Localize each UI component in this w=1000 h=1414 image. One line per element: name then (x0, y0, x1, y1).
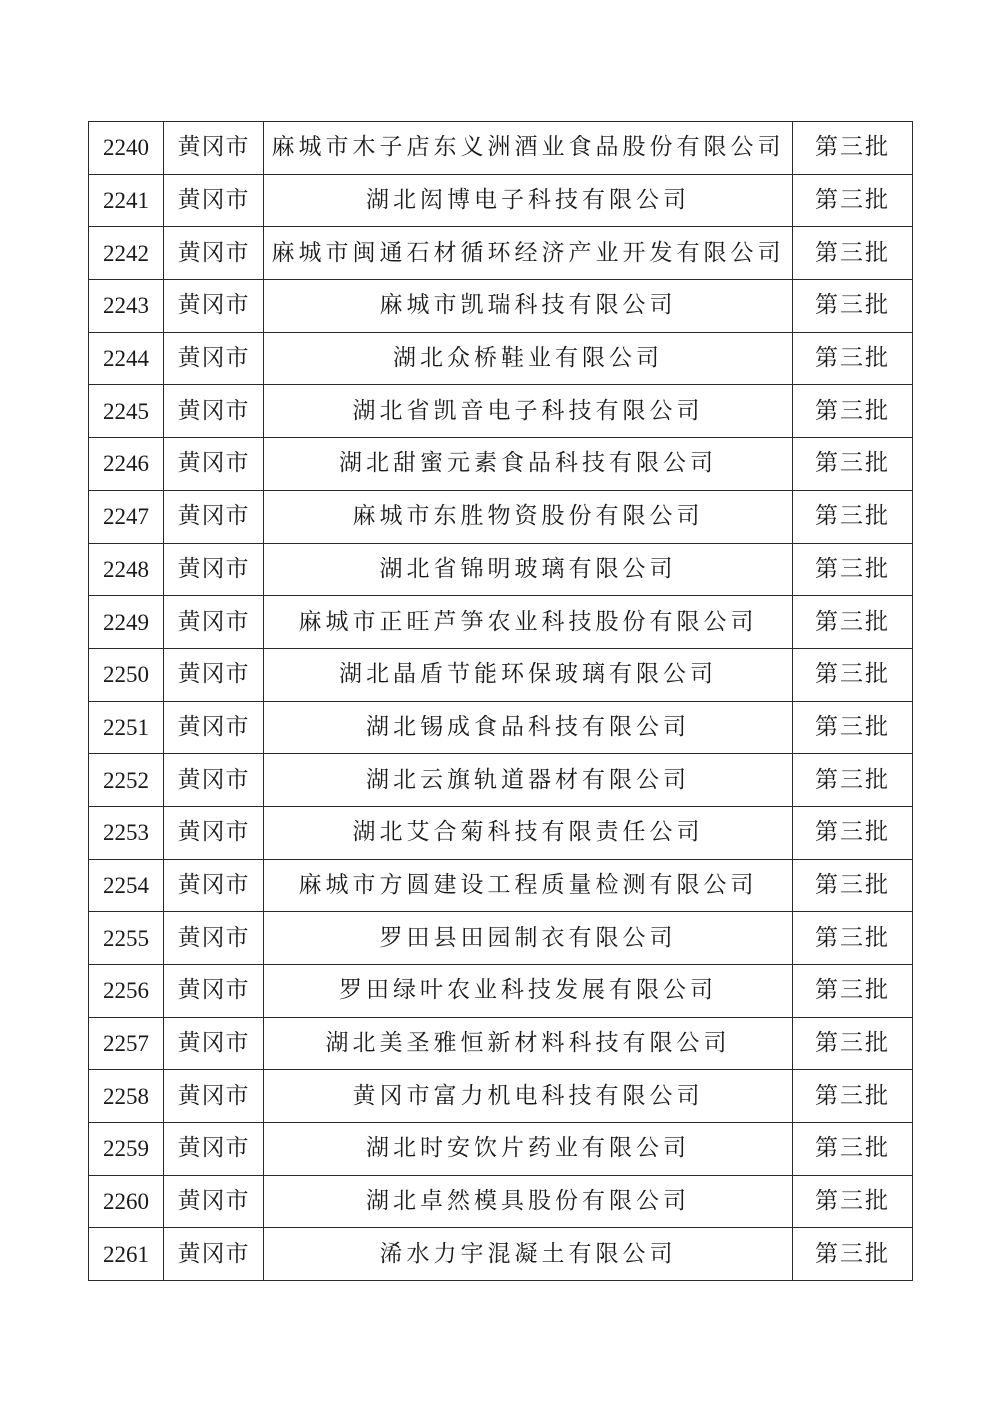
table-body (89, 122, 913, 1281)
table-row (89, 1228, 913, 1281)
row-number: 2255 (89, 912, 164, 965)
table-row (89, 385, 913, 438)
table-row (89, 543, 913, 596)
city-name: 黄冈市 (164, 596, 264, 649)
row-number: 2247 (89, 490, 164, 543)
batch-label: 第三批 (793, 1123, 913, 1176)
table-row (89, 227, 913, 280)
table-row (89, 1070, 913, 1123)
company-list-table (88, 121, 913, 1281)
batch-label: 第三批 (793, 701, 913, 754)
city-name: 黄冈市 (164, 543, 264, 596)
row-number: 2242 (89, 227, 164, 280)
table-row (89, 122, 913, 175)
table-row (89, 859, 913, 912)
row-number: 2250 (89, 648, 164, 701)
city-name: 黄冈市 (164, 912, 264, 965)
batch-label: 第三批 (793, 227, 913, 280)
table-row (89, 806, 913, 859)
table-row (89, 490, 913, 543)
row-number: 2248 (89, 543, 164, 596)
batch-label: 第三批 (793, 648, 913, 701)
row-number: 2253 (89, 806, 164, 859)
batch-label: 第三批 (793, 1175, 913, 1228)
company-name: 湖北甜蜜元素食品科技有限公司 (264, 438, 793, 491)
row-number: 2252 (89, 754, 164, 807)
city-name: 黄冈市 (164, 490, 264, 543)
table-row (89, 1175, 913, 1228)
city-name: 黄冈市 (164, 1070, 264, 1123)
company-name: 湖北艾合菊科技有限责任公司 (264, 806, 793, 859)
company-name: 麻城市正旺芦笋农业科技股份有限公司 (264, 596, 793, 649)
batch-label: 第三批 (793, 1070, 913, 1123)
row-number: 2259 (89, 1123, 164, 1176)
batch-label: 第三批 (793, 385, 913, 438)
company-name: 黄冈市富力机电科技有限公司 (264, 1070, 793, 1123)
row-number: 2261 (89, 1228, 164, 1281)
city-name: 黄冈市 (164, 806, 264, 859)
table-row (89, 648, 913, 701)
table-row (89, 701, 913, 754)
company-name: 湖北时安饮片药业有限公司 (264, 1123, 793, 1176)
city-name: 黄冈市 (164, 859, 264, 912)
table-row (89, 1123, 913, 1176)
batch-label: 第三批 (793, 965, 913, 1018)
company-name: 浠水力宇混凝土有限公司 (264, 1228, 793, 1281)
company-name: 麻城市方圆建设工程质量检测有限公司 (264, 859, 793, 912)
company-name: 湖北卓然模具股份有限公司 (264, 1175, 793, 1228)
row-number: 2254 (89, 859, 164, 912)
batch-label: 第三批 (793, 912, 913, 965)
batch-label: 第三批 (793, 806, 913, 859)
table-row (89, 754, 913, 807)
row-number: 2244 (89, 332, 164, 385)
batch-label: 第三批 (793, 490, 913, 543)
company-name: 湖北晶盾节能环保玻璃有限公司 (264, 648, 793, 701)
city-name: 黄冈市 (164, 701, 264, 754)
company-name: 麻城市闽通石材循环经济产业开发有限公司 (264, 227, 793, 280)
batch-label: 第三批 (793, 332, 913, 385)
company-name: 湖北省锦明玻璃有限公司 (264, 543, 793, 596)
batch-label: 第三批 (793, 122, 913, 175)
company-name: 麻城市凯瑞科技有限公司 (264, 280, 793, 333)
batch-label: 第三批 (793, 174, 913, 227)
batch-label: 第三批 (793, 280, 913, 333)
city-name: 黄冈市 (164, 1017, 264, 1070)
city-name: 黄冈市 (164, 965, 264, 1018)
city-name: 黄冈市 (164, 754, 264, 807)
batch-label: 第三批 (793, 1228, 913, 1281)
city-name: 黄冈市 (164, 227, 264, 280)
row-number: 2249 (89, 596, 164, 649)
company-name: 湖北锡成食品科技有限公司 (264, 701, 793, 754)
table-row (89, 965, 913, 1018)
city-name: 黄冈市 (164, 1123, 264, 1176)
company-name: 湖北众桥鞋业有限公司 (264, 332, 793, 385)
table-row (89, 280, 913, 333)
batch-label: 第三批 (793, 859, 913, 912)
company-name: 湖北闳博电子科技有限公司 (264, 174, 793, 227)
city-name: 黄冈市 (164, 122, 264, 175)
row-number: 2240 (89, 122, 164, 175)
city-name: 黄冈市 (164, 438, 264, 491)
row-number: 2256 (89, 965, 164, 1018)
row-number: 2246 (89, 438, 164, 491)
company-name: 麻城市东胜物资股份有限公司 (264, 490, 793, 543)
batch-label: 第三批 (793, 754, 913, 807)
row-number: 2243 (89, 280, 164, 333)
company-name: 罗田绿叶农业科技发展有限公司 (264, 965, 793, 1018)
city-name: 黄冈市 (164, 280, 264, 333)
table-row (89, 174, 913, 227)
city-name: 黄冈市 (164, 174, 264, 227)
batch-label: 第三批 (793, 1017, 913, 1070)
row-number: 2251 (89, 701, 164, 754)
company-name: 湖北云旗轨道器材有限公司 (264, 754, 793, 807)
table-row (89, 438, 913, 491)
city-name: 黄冈市 (164, 332, 264, 385)
city-name: 黄冈市 (164, 385, 264, 438)
row-number: 2245 (89, 385, 164, 438)
row-number: 2241 (89, 174, 164, 227)
batch-label: 第三批 (793, 438, 913, 491)
table-row (89, 912, 913, 965)
table-row (89, 332, 913, 385)
batch-label: 第三批 (793, 543, 913, 596)
row-number: 2260 (89, 1175, 164, 1228)
table-row (89, 1017, 913, 1070)
table-row (89, 596, 913, 649)
city-name: 黄冈市 (164, 1228, 264, 1281)
company-name: 湖北省凯音电子科技有限公司 (264, 385, 793, 438)
company-name: 罗田县田园制衣有限公司 (264, 912, 793, 965)
company-name: 湖北美圣雅恒新材料科技有限公司 (264, 1017, 793, 1070)
batch-label: 第三批 (793, 596, 913, 649)
city-name: 黄冈市 (164, 1175, 264, 1228)
city-name: 黄冈市 (164, 648, 264, 701)
company-name: 麻城市木子店东义洲酒业食品股份有限公司 (264, 122, 793, 175)
row-number: 2257 (89, 1017, 164, 1070)
row-number: 2258 (89, 1070, 164, 1123)
